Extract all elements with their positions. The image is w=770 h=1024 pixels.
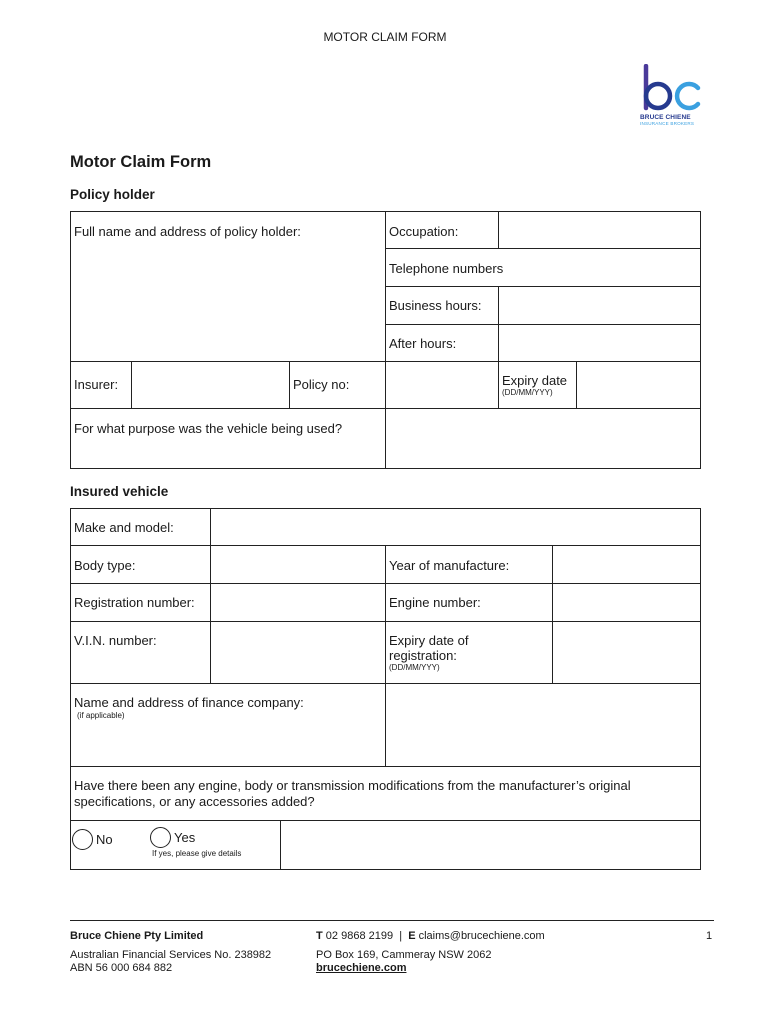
policy-no-label: Policy no:: [293, 377, 350, 392]
yes-label: Yes: [174, 830, 196, 845]
year-label: Year of manufacture:: [389, 558, 510, 573]
footer-contact: [316, 929, 545, 943]
finance-note: (if applicable): [77, 711, 125, 720]
expiry-date-format: (DD/MM/YYY): [502, 388, 553, 397]
year-field[interactable]: [552, 545, 701, 584]
vin-label-cell: [70, 621, 211, 684]
body-type-label: Body type:: [74, 558, 136, 573]
policy-holder-heading: Policy holder: [70, 187, 155, 202]
footer-address: PO Box 169, Cammeray NSW 2062: [316, 949, 492, 961]
modifications-details-field[interactable]: [280, 820, 701, 870]
form-title: Motor Claim Form: [70, 153, 212, 171]
engine-label: Engine number:: [389, 595, 481, 610]
expiry-date-label: Expiry date: [502, 373, 568, 388]
header-title: MOTOR CLAIM FORM: [323, 30, 447, 44]
logo-subtitle: INSURANCE BROKERS: [640, 121, 695, 126]
footer-phone-prefix: T: [316, 930, 323, 942]
modifications-question-line2: specifications, or any accessories added?: [74, 794, 315, 809]
vin-field[interactable]: [210, 621, 386, 684]
footer-email[interactable]: claims@brucechiene.com: [418, 930, 545, 942]
expiry-registration-field[interactable]: [552, 621, 701, 684]
no-radio[interactable]: [72, 829, 93, 850]
insurer-label: Insurer:: [74, 377, 119, 392]
full-name-label: Full name and address of policy holder:: [74, 224, 301, 239]
footer-afs: Australian Financial Services No. 238982: [70, 949, 272, 961]
expiry-registration-label-line2: registration:: [389, 648, 457, 663]
footer-email-prefix: E: [408, 930, 416, 942]
body-type-field[interactable]: [210, 545, 386, 584]
make-model-field[interactable]: [210, 508, 701, 546]
finance-field[interactable]: [385, 683, 701, 767]
footer-separator: |: [399, 930, 403, 942]
yes-radio[interactable]: [150, 827, 171, 848]
expiry-registration-label-line1: Expiry date of: [389, 633, 469, 648]
no-label: No: [96, 832, 113, 847]
occupation-label: Occupation:: [389, 224, 459, 239]
insured-vehicle-heading: Insured vehicle: [70, 484, 169, 499]
occupation-field[interactable]: [498, 211, 701, 249]
business-hours-field[interactable]: [498, 286, 701, 325]
footer-abn: ABN 56 000 684 882: [70, 962, 173, 974]
yes-note: If yes, please give details: [152, 849, 242, 858]
purpose-label: For what purpose was the vehicle being used?: [74, 421, 343, 436]
expiry-date-field[interactable]: [576, 361, 701, 409]
after-hours-label: After hours:: [389, 336, 457, 351]
policy-no-field[interactable]: [385, 361, 499, 409]
company-logo: [640, 64, 704, 130]
purpose-field[interactable]: [385, 408, 701, 469]
logo-name: BRUCE CHIENE: [640, 114, 691, 121]
modifications-question-line1: Have there been any engine, body or transmission modifications from the manufacturer’s original: [74, 778, 631, 793]
registration-field[interactable]: [210, 583, 386, 622]
page-number: 1: [706, 930, 713, 942]
insurer-field[interactable]: [131, 361, 290, 409]
footer-phone: 02 9868 2199: [325, 930, 394, 942]
telephone-label: Telephone numbers: [389, 261, 504, 276]
bc-logo-icon: [640, 64, 704, 114]
footer-company: Bruce Chiene Pty Limited: [70, 930, 204, 942]
make-model-label: Make and model:: [74, 520, 174, 535]
expiry-registration-format: (DD/MM/YYY): [389, 663, 440, 672]
finance-label: Name and address of finance company:: [74, 695, 304, 710]
registration-label: Registration number:: [74, 595, 195, 610]
business-hours-label: Business hours:: [389, 298, 482, 313]
vin-label: V.I.N. number:: [74, 633, 157, 648]
footer-divider: [70, 920, 714, 921]
engine-field[interactable]: [552, 583, 701, 622]
after-hours-field[interactable]: [498, 324, 701, 362]
footer-website-link[interactable]: brucechiene.com: [316, 962, 407, 974]
purpose-label-cell: [70, 408, 386, 469]
